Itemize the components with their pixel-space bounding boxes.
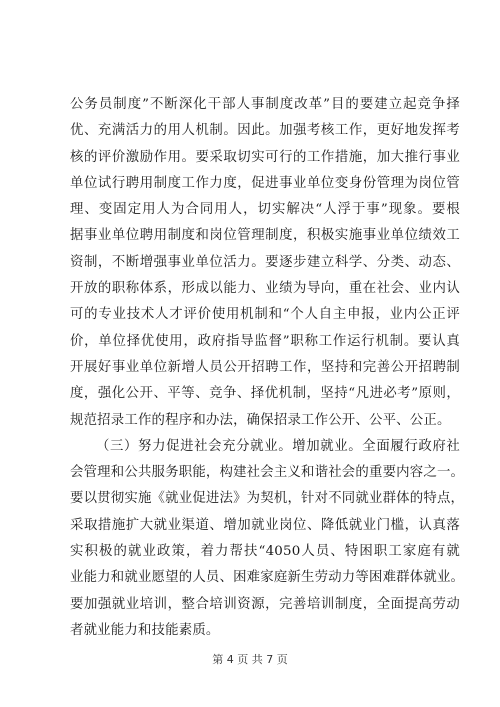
text-line: 核的评价激励作用。要采取切实可行的工作措施，加大推行事业 <box>70 149 460 165</box>
page-number-footer: 第 4 页 共 7 页 <box>212 653 288 666</box>
text-line: 者就业能力和技能素质。 <box>70 622 220 638</box>
text-line: 业能力和就业愿望的人员、困难家庭新生劳动力等困难群体就业。 <box>70 570 465 586</box>
text-line: 资制，不断增强事业单位活力。要逐步建立科学、分类、动态、 <box>70 254 460 270</box>
text-line: 实积极的就业政策，着力帮扶“4050人员、特困职工家庭有就 <box>70 544 460 560</box>
paragraph-first-line: （三）努力促进社会充分就业。增加就业。全面履行政府社 <box>96 438 460 454</box>
text-line: 优、充满活力的用人机制。因此。加强考核工作，更好地发挥考 <box>70 123 460 139</box>
document-body <box>70 92 465 644</box>
text-line: 单位试行聘用制度工作力度，促进事业单位变身份管理为岗位管 <box>70 175 460 191</box>
text-line: 开放的职称体系，形成以能力、业绩为导向，重在社会、业内认 <box>70 281 460 297</box>
text-line: 度，强化公开、平等、竞争、择优机制，坚持“凡进必考”原则， <box>70 386 460 402</box>
text-line: 开展好事业单位新增人员公开招聘工作，坚持和完善公开招聘制 <box>70 359 460 375</box>
text-line: 要加强就业培训，整合培训资源，完善培训制度，全面提高劳动 <box>70 596 460 612</box>
text-line: 可的专业技术人才评价使用机制和“个人自主申报，业内公正评 <box>70 307 460 323</box>
text-line: 据事业单位聘用制度和岗位管理制度，积极实施事业单位绩效工 <box>70 228 460 244</box>
text-line: 规范招录工作的程序和办法，确保招录工作公开、公平、公正。 <box>70 412 451 428</box>
text-line: 要以贯彻实施《就业促进法》为契机，针对不同就业群体的特点， <box>70 491 465 507</box>
text-line: 理、变固定用人为合同用人，切实解决“人浮于事”现象。要根 <box>70 202 460 218</box>
text-line: 会管理和公共服务职能，构建社会主义和谐社会的重要内容之一。 <box>70 465 465 481</box>
text-line: 价，单位择优使用，政府指导监督”职称工作运行机制。要认真 <box>70 333 460 349</box>
text-line: 采取措施扩大就业渠道、增加就业岗位、降低就业门槛，认真落 <box>70 517 460 533</box>
text-line: 公务员制度”不断深化干部人事制度改革”目的要建立起竞争择 <box>70 97 460 112</box>
